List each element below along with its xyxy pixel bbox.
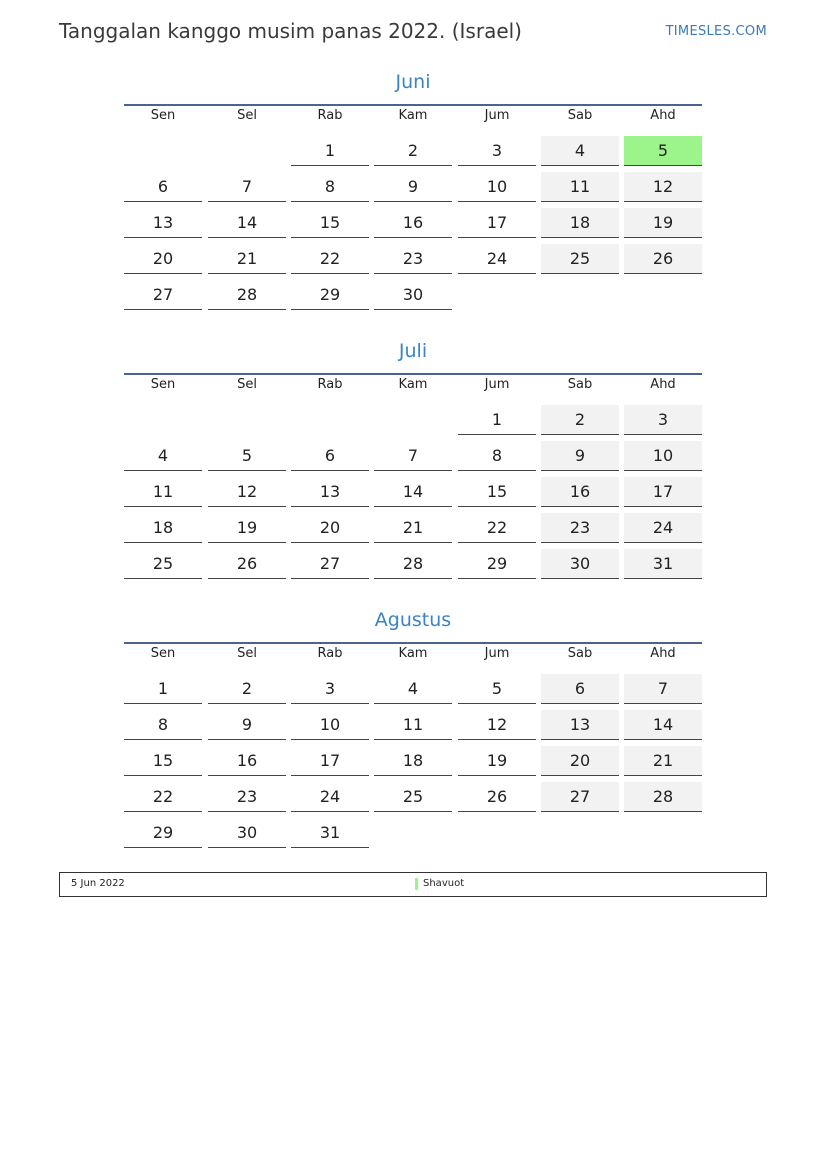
day-cell: 29 xyxy=(291,280,369,310)
day-cell: 24 xyxy=(624,513,702,543)
day-cell: 14 xyxy=(208,208,286,238)
day-cell: 15 xyxy=(458,477,536,507)
weekday-label: Ahd xyxy=(650,377,676,392)
day-cell: 25 xyxy=(374,782,452,812)
day-cell: 14 xyxy=(624,710,702,740)
weekday-label: Jum xyxy=(484,646,510,661)
day-cell: 31 xyxy=(291,818,369,848)
weekday-label: Sel xyxy=(237,377,257,392)
day-cell: 11 xyxy=(124,477,202,507)
day-cell: 30 xyxy=(541,549,619,579)
day-cell: 20 xyxy=(124,244,202,274)
day-cell: 24 xyxy=(291,782,369,812)
day-cell: 6 xyxy=(541,674,619,704)
day-cell: 4 xyxy=(541,136,619,166)
day-cell: 14 xyxy=(374,477,452,507)
day-cell: 23 xyxy=(541,513,619,543)
weekday-label: Rab xyxy=(317,108,343,123)
day-cell: 25 xyxy=(124,549,202,579)
month-juni xyxy=(122,68,704,304)
day-cell: 28 xyxy=(208,280,286,310)
day-cell: 5 xyxy=(208,441,286,471)
legend-date: 5 Jun 2022 xyxy=(71,878,125,889)
weekday-label: Jum xyxy=(484,108,510,123)
day-cell: 8 xyxy=(124,710,202,740)
header-rule xyxy=(124,642,702,644)
day-cell: 18 xyxy=(374,746,452,776)
day-cell: 18 xyxy=(541,208,619,238)
header-rule xyxy=(124,373,702,375)
day-cell: 2 xyxy=(208,674,286,704)
weekday-label: Kam xyxy=(398,108,428,123)
day-cell: 15 xyxy=(124,746,202,776)
day-cell: 15 xyxy=(291,208,369,238)
weekday-label: Sel xyxy=(237,646,257,661)
day-cell: 8 xyxy=(458,441,536,471)
month-title: Juli xyxy=(398,340,428,362)
day-cell: 12 xyxy=(624,172,702,202)
day-cell: 17 xyxy=(291,746,369,776)
weekday-label: Rab xyxy=(317,377,343,392)
day-cell: 9 xyxy=(208,710,286,740)
day-cell: 27 xyxy=(124,280,202,310)
day-cell: 3 xyxy=(624,405,702,435)
holiday-day-cell: 5 xyxy=(624,136,702,166)
day-cell: 9 xyxy=(541,441,619,471)
day-cell: 26 xyxy=(458,782,536,812)
weekday-label: Sen xyxy=(150,377,176,392)
day-cell: 20 xyxy=(291,513,369,543)
day-cell: 21 xyxy=(208,244,286,274)
holiday-legend xyxy=(59,872,767,897)
legend-holiday-name: Shavuot xyxy=(423,878,465,889)
day-cell: 4 xyxy=(374,674,452,704)
day-cell: 23 xyxy=(208,782,286,812)
day-cell: 29 xyxy=(124,818,202,848)
day-cell: 20 xyxy=(541,746,619,776)
day-cell: 19 xyxy=(208,513,286,543)
day-cell: 19 xyxy=(624,208,702,238)
day-cell: 13 xyxy=(291,477,369,507)
day-cell: 16 xyxy=(208,746,286,776)
brand-link[interactable]: TIMESLES.COM xyxy=(665,24,767,39)
day-cell: 18 xyxy=(124,513,202,543)
day-cell: 28 xyxy=(374,549,452,579)
weekday-label: Sab xyxy=(567,108,593,123)
day-cell: 16 xyxy=(374,208,452,238)
day-cell: 26 xyxy=(624,244,702,274)
day-cell: 10 xyxy=(458,172,536,202)
day-cell: 29 xyxy=(458,549,536,579)
day-cell: 7 xyxy=(374,441,452,471)
day-cell: 22 xyxy=(124,782,202,812)
day-cell: 21 xyxy=(624,746,702,776)
weekday-label: Ahd xyxy=(650,108,676,123)
month-title: Agustus xyxy=(374,609,452,631)
day-cell: 2 xyxy=(374,136,452,166)
day-cell: 1 xyxy=(458,405,536,435)
day-cell: 11 xyxy=(374,710,452,740)
day-cell: 30 xyxy=(374,280,452,310)
day-cell: 31 xyxy=(624,549,702,579)
weekday-header xyxy=(122,646,704,668)
day-cell: 16 xyxy=(541,477,619,507)
weekday-label: Sel xyxy=(237,108,257,123)
day-cell: 7 xyxy=(624,674,702,704)
day-cell: 3 xyxy=(458,136,536,166)
weekday-label: Jum xyxy=(484,377,510,392)
day-cell: 6 xyxy=(124,172,202,202)
day-cell: 30 xyxy=(208,818,286,848)
day-cell: 26 xyxy=(208,549,286,579)
day-cell: 23 xyxy=(374,244,452,274)
day-cell: 17 xyxy=(458,208,536,238)
day-cell: 24 xyxy=(458,244,536,274)
month-juli xyxy=(122,337,704,573)
month-agustus xyxy=(122,606,704,842)
day-cell: 1 xyxy=(291,136,369,166)
day-cell: 21 xyxy=(374,513,452,543)
day-cell: 12 xyxy=(208,477,286,507)
weekday-label: Kam xyxy=(398,377,428,392)
day-cell: 8 xyxy=(291,172,369,202)
day-cell: 1 xyxy=(124,674,202,704)
month-title: Juni xyxy=(395,71,431,93)
day-cell: 25 xyxy=(541,244,619,274)
day-cell: 10 xyxy=(624,441,702,471)
weekday-label: Ahd xyxy=(650,646,676,661)
weekday-label: Sen xyxy=(150,646,176,661)
day-cell: 22 xyxy=(291,244,369,274)
legend-swatch xyxy=(415,878,418,890)
day-cell: 13 xyxy=(124,208,202,238)
day-cell: 22 xyxy=(458,513,536,543)
page-title: Tanggalan kanggo musim panas 2022. (Israel) xyxy=(59,19,522,43)
day-cell: 13 xyxy=(541,710,619,740)
day-cell: 12 xyxy=(458,710,536,740)
weekday-label: Rab xyxy=(317,646,343,661)
day-cell: 6 xyxy=(291,441,369,471)
weekday-header xyxy=(122,108,704,130)
header-rule xyxy=(124,104,702,106)
weekday-label: Sab xyxy=(567,646,593,661)
day-cell: 4 xyxy=(124,441,202,471)
day-cell: 10 xyxy=(291,710,369,740)
day-cell: 17 xyxy=(624,477,702,507)
day-cell: 2 xyxy=(541,405,619,435)
day-cell: 3 xyxy=(291,674,369,704)
weekday-label: Sen xyxy=(150,108,176,123)
day-cell: 27 xyxy=(541,782,619,812)
weekday-label: Kam xyxy=(398,646,428,661)
day-cell: 9 xyxy=(374,172,452,202)
day-cell: 19 xyxy=(458,746,536,776)
weekday-header xyxy=(122,377,704,399)
weekday-label: Sab xyxy=(567,377,593,392)
day-cell: 28 xyxy=(624,782,702,812)
day-cell: 7 xyxy=(208,172,286,202)
day-cell: 5 xyxy=(458,674,536,704)
day-cell: 27 xyxy=(291,549,369,579)
day-cell: 11 xyxy=(541,172,619,202)
